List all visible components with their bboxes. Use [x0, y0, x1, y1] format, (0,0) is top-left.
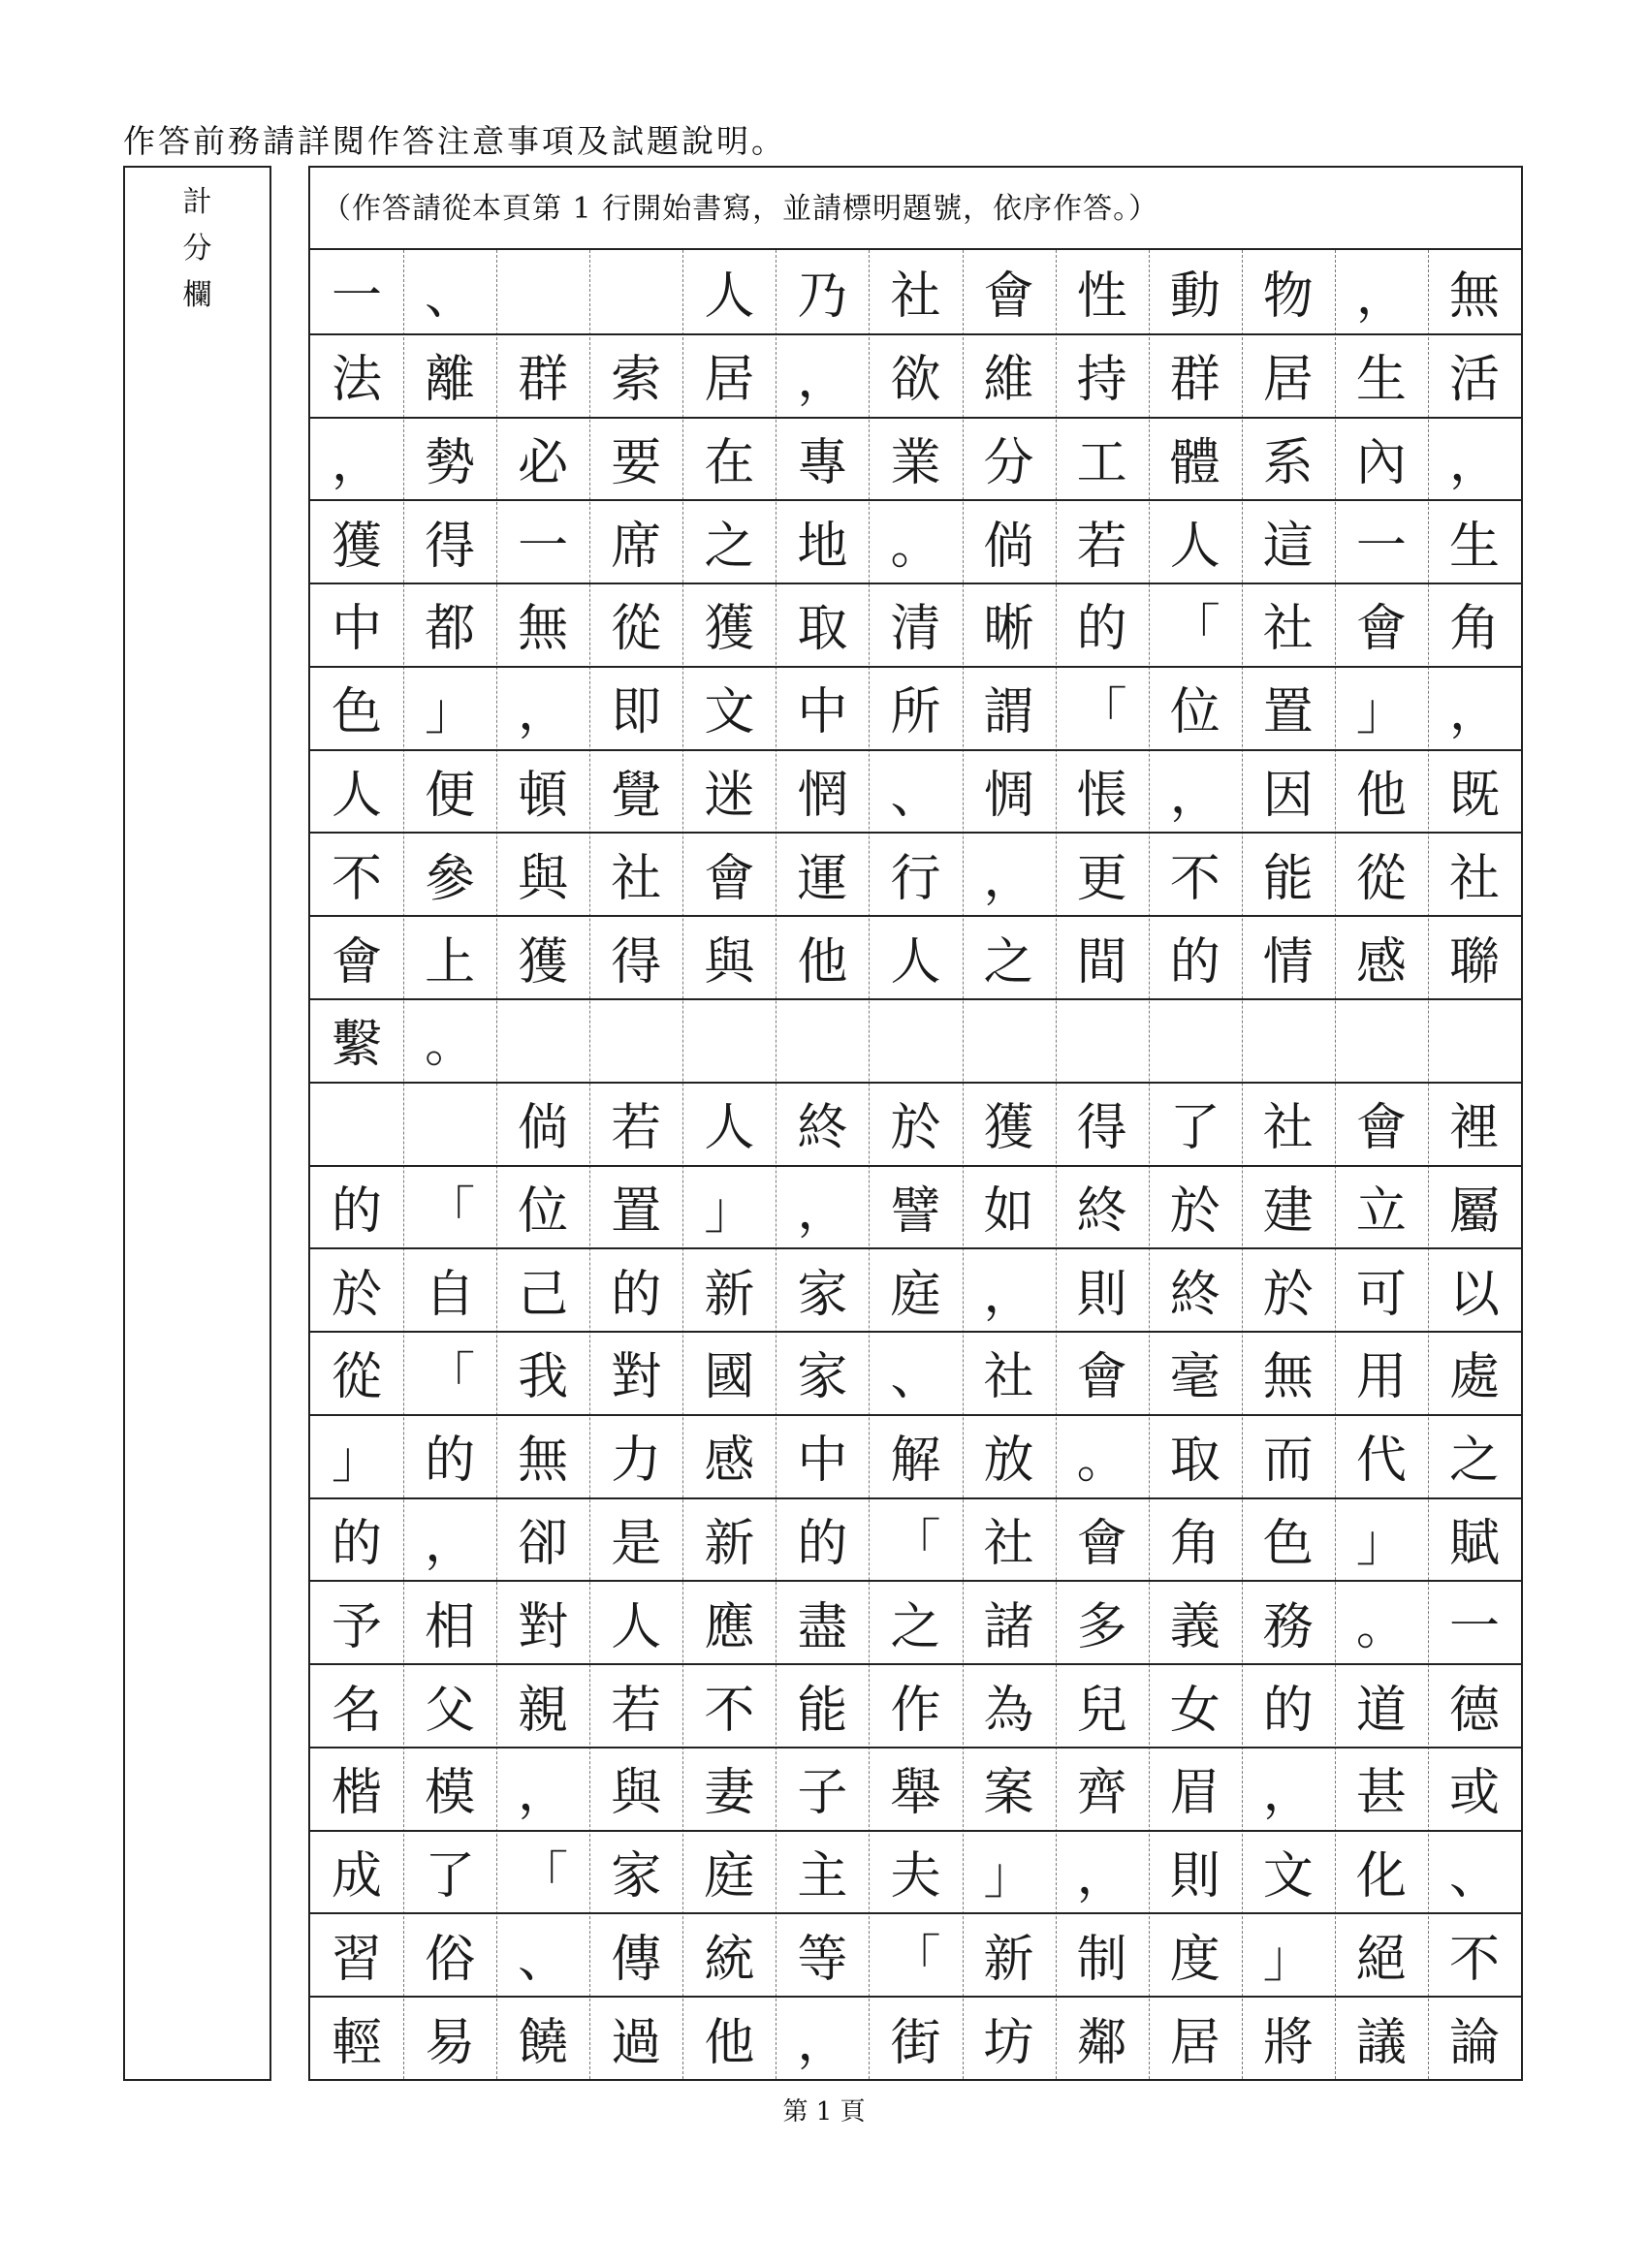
grid-cell: 因 — [1262, 767, 1314, 825]
grid-cell: 法 — [332, 351, 383, 410]
grid-cell: 「 — [1076, 683, 1127, 742]
grid-cell: 終 — [1076, 1181, 1127, 1241]
grid-cell: 絕 — [1355, 1930, 1407, 1989]
grid-cell: 」 — [704, 1181, 755, 1241]
grid-cell: 庭 — [704, 1847, 755, 1906]
grid-cell: 會 — [704, 849, 755, 908]
grid-cell: 對 — [611, 1348, 662, 1407]
grid-cell: 內 — [1355, 433, 1407, 492]
grid-cell — [496, 998, 589, 1082]
grid-cell: 社 — [611, 849, 662, 908]
grid-cell: 人 — [704, 1099, 755, 1158]
grid-cell: 於 — [1262, 1265, 1314, 1324]
grid-cell: 化 — [1355, 1847, 1407, 1906]
grid-cell: 習 — [332, 1930, 383, 1989]
grid-cell: 不 — [1448, 1930, 1500, 1989]
grid-cell: 庭 — [890, 1265, 941, 1324]
grid-cell: 傳 — [611, 1930, 662, 1989]
grid-cell — [1242, 998, 1335, 1082]
grid-cell: 惆 — [983, 767, 1034, 825]
grid-cell: 代 — [1355, 1432, 1407, 1491]
grid-cell: 諸 — [983, 1597, 1034, 1656]
grid-cell: 清 — [890, 600, 941, 659]
grid-cell: 毫 — [1169, 1348, 1220, 1407]
grid-cell: 親 — [518, 1681, 569, 1740]
grid-cell: 一 — [1355, 517, 1407, 576]
grid-cell: 終 — [1169, 1265, 1220, 1324]
grid-cell: 楷 — [332, 1764, 383, 1823]
grid-cell: 會 — [1355, 1099, 1407, 1158]
grid-cell: 可 — [1355, 1265, 1407, 1324]
grid-cell — [589, 998, 682, 1082]
grid-cell: 的 — [797, 1514, 848, 1573]
grid-cell: 惘 — [797, 767, 848, 825]
grid-cell: ， — [797, 2013, 848, 2072]
grid-cell: 子 — [797, 1764, 848, 1823]
grid-cell: 人 — [890, 932, 941, 992]
grid-cell: 於 — [890, 1099, 941, 1158]
grid-cell: 無 — [518, 1432, 569, 1491]
grid-cell: 運 — [797, 849, 848, 908]
grid-cell: 便 — [425, 767, 476, 825]
grid-cell: 論 — [1448, 2013, 1500, 2072]
grid-cell: 不 — [1169, 849, 1220, 908]
grid-cell: 工 — [1076, 433, 1127, 492]
grid-cell: 獲 — [983, 1099, 1034, 1158]
grid-cell: 能 — [797, 1681, 848, 1740]
grid-cell: 於 — [1169, 1181, 1220, 1241]
grid-cell: 」 — [983, 1847, 1034, 1906]
answer-sheet — [308, 166, 1523, 2081]
grid-cell: 色 — [1262, 1514, 1314, 1573]
grid-cell: 倘 — [518, 1099, 569, 1158]
grid-cell: 齊 — [1076, 1764, 1127, 1823]
grid-cell: 得 — [1076, 1099, 1127, 1158]
grid-cell: 都 — [425, 600, 476, 659]
grid-cell: 若 — [611, 1099, 662, 1158]
grid-cell: 「 — [890, 1930, 941, 1989]
grid-cell: 他 — [1355, 767, 1407, 825]
grid-cell: 得 — [425, 517, 476, 576]
grid-cell: 賦 — [1448, 1514, 1500, 1573]
grid-cell: 如 — [983, 1181, 1034, 1241]
grid-cell: 自 — [425, 1265, 476, 1324]
grid-cell: 於 — [332, 1265, 383, 1324]
grid-cell: 群 — [1169, 351, 1220, 410]
grid-cell: 悵 — [1076, 767, 1127, 825]
grid-cell: 情 — [1262, 932, 1314, 992]
grid-cell: 迷 — [704, 767, 755, 825]
grid-cell: 譬 — [890, 1181, 941, 1241]
grid-cell: 了 — [1169, 1099, 1220, 1158]
grid-cell: 、 — [890, 1348, 941, 1407]
grid-cell: 動 — [1169, 268, 1220, 327]
grid-cell: 無 — [518, 600, 569, 659]
grid-cell: ， — [1169, 767, 1220, 825]
grid-cell: 晰 — [983, 600, 1034, 659]
grid-cell: 欲 — [890, 351, 941, 410]
grid-cell: 不 — [704, 1681, 755, 1740]
grid-cell: 家 — [797, 1348, 848, 1407]
grid-cell: 裡 — [1448, 1099, 1500, 1158]
grid-cell: 中 — [797, 1432, 848, 1491]
grid-cell: 與 — [704, 932, 755, 992]
grid-cell: 國 — [704, 1348, 755, 1407]
grid-cell: 了 — [425, 1847, 476, 1906]
grid-cell: 生 — [1448, 517, 1500, 576]
grid-cell: 位 — [518, 1181, 569, 1241]
grid-cell: 地 — [797, 517, 848, 576]
grid-cell — [682, 998, 776, 1082]
grid-cell: 新 — [983, 1930, 1034, 1989]
grid-cell: 「 — [518, 1847, 569, 1906]
grid-cell: 角 — [1169, 1514, 1220, 1573]
grid-cell: 」 — [1355, 683, 1407, 742]
grid-cell: 之 — [1448, 1432, 1500, 1491]
grid-cell: 分 — [983, 433, 1034, 492]
grid-cell: 輕 — [332, 2013, 383, 2072]
grid-cell: 專 — [797, 433, 848, 492]
grid-cell: 家 — [797, 1265, 848, 1324]
grid-cell: 無 — [1262, 1348, 1314, 1407]
grid-cell: 人 — [611, 1597, 662, 1656]
page-number: 第 1 頁 — [782, 2097, 866, 2126]
grid-cell: 予 — [332, 1597, 383, 1656]
grid-cell: 是 — [611, 1514, 662, 1573]
score-column-label — [125, 179, 269, 319]
grid-cell: 處 — [1448, 1348, 1500, 1407]
grid-cell — [1149, 998, 1242, 1082]
grid-cell: 屬 — [1448, 1181, 1500, 1241]
grid-cell: 「 — [425, 1348, 476, 1407]
grid-cell: 取 — [797, 600, 848, 659]
grid-cell — [1335, 998, 1428, 1082]
grid-cell: 社 — [890, 268, 941, 327]
grid-cell: 眉 — [1169, 1764, 1220, 1823]
grid-cell: 一 — [332, 268, 383, 327]
grid-cell: 在 — [704, 433, 755, 492]
grid-cell: ， — [1448, 433, 1500, 492]
grid-cell: 相 — [425, 1597, 476, 1656]
grid-cell — [310, 1082, 403, 1165]
grid-cell: 舉 — [890, 1764, 941, 1823]
grid-cell: 之 — [704, 517, 755, 576]
grid-cell: 、 — [518, 1930, 569, 1989]
grid-cell: 文 — [704, 683, 755, 742]
grid-cell: 「 — [1169, 600, 1220, 659]
grid-cell: 」 — [1262, 1930, 1314, 1989]
grid-cell: 案 — [983, 1764, 1034, 1823]
grid-cell: 一 — [1448, 1597, 1500, 1656]
grid-cell: 社 — [1262, 1099, 1314, 1158]
grid-cell: 等 — [797, 1930, 848, 1989]
grid-cell: 」 — [425, 683, 476, 742]
grid-cell — [589, 250, 682, 333]
grid-cell — [963, 998, 1056, 1082]
grid-cell: 倘 — [983, 517, 1034, 576]
grid-cell: ， — [797, 351, 848, 410]
grid-cell: 一 — [518, 517, 569, 576]
grid-cell: ， — [425, 1514, 476, 1573]
grid-cell: 成 — [332, 1847, 383, 1906]
grid-cell: 他 — [797, 932, 848, 992]
grid-cell: 卻 — [518, 1514, 569, 1573]
grid-cell: 獲 — [518, 932, 569, 992]
grid-cell: 為 — [983, 1681, 1034, 1740]
grid-cell: 獲 — [332, 517, 383, 576]
grid-cell: 社 — [1262, 600, 1314, 659]
grid-cell: 文 — [1262, 1847, 1314, 1906]
grid-cell: 從 — [611, 600, 662, 659]
grid-cell: 多 — [1076, 1597, 1127, 1656]
grid-cell: 力 — [611, 1432, 662, 1491]
grid-cell: 上 — [425, 932, 476, 992]
grid-cell: 新 — [704, 1514, 755, 1573]
grid-cell: 置 — [611, 1181, 662, 1241]
grid-cell: 饒 — [518, 2013, 569, 2072]
grid-cell: 會 — [983, 268, 1034, 327]
grid-cell: 更 — [1076, 849, 1127, 908]
grid-cell: 過 — [611, 2013, 662, 2072]
grid-cell: ， — [1262, 1764, 1314, 1823]
grid-cell: 、 — [890, 767, 941, 825]
grid-cell: 。 — [1076, 1432, 1127, 1491]
grid-cell: 的 — [332, 1181, 383, 1241]
grid-cell: ， — [518, 683, 569, 742]
grid-cell: 席 — [611, 517, 662, 576]
grid-cell: 中 — [797, 683, 848, 742]
grid-cell: 與 — [611, 1764, 662, 1823]
grid-cell: 的 — [1262, 1681, 1314, 1740]
grid-cell — [1056, 998, 1149, 1082]
grid-cell — [869, 998, 962, 1082]
grid-cell — [403, 1082, 496, 1165]
grid-cell: ， — [332, 433, 383, 492]
grid-cell: 社 — [983, 1514, 1034, 1573]
grid-cell: 從 — [332, 1348, 383, 1407]
grid-cell: 角 — [1448, 600, 1500, 659]
grid-cell: 對 — [518, 1597, 569, 1656]
grid-cell: 生 — [1355, 351, 1407, 410]
grid-cell: 的 — [332, 1514, 383, 1573]
grid-cell: 能 — [1262, 849, 1314, 908]
grid-cell: 無 — [1448, 268, 1500, 327]
grid-cell: 群 — [518, 351, 569, 410]
grid-cell: 的 — [611, 1265, 662, 1324]
grid-cell: 兒 — [1076, 1681, 1127, 1740]
grid-cell: 中 — [332, 600, 383, 659]
grid-cell: 即 — [611, 683, 662, 742]
grid-cell: 會 — [1355, 600, 1407, 659]
grid-cell: 居 — [1262, 351, 1314, 410]
grid-cell: 街 — [890, 2013, 941, 2072]
grid-cell: 。 — [1355, 1597, 1407, 1656]
score-column — [123, 166, 271, 2081]
grid-cell: 持 — [1076, 351, 1127, 410]
grid-cell: 行 — [890, 849, 941, 908]
grid-cell: 制 — [1076, 1930, 1127, 1989]
grid-cell: 會 — [1076, 1348, 1127, 1407]
grid-cell: 感 — [704, 1432, 755, 1491]
grid-cell: 。 — [890, 517, 941, 576]
grid-cell: 這 — [1262, 517, 1314, 576]
grid-cell: 必 — [518, 433, 569, 492]
grid-cell: 要 — [611, 433, 662, 492]
grid-cell: 居 — [1169, 2013, 1220, 2072]
grid-cell: 妻 — [704, 1764, 755, 1823]
grid-cell: 則 — [1169, 1847, 1220, 1906]
grid-cell: 則 — [1076, 1265, 1127, 1324]
grid-cell: 應 — [704, 1597, 755, 1656]
grid-cell: 所 — [890, 683, 941, 742]
grid-cell: ， — [1355, 268, 1407, 327]
grid-cell: 俗 — [425, 1930, 476, 1989]
answer-grid — [310, 250, 1521, 2079]
grid-cell: 聯 — [1448, 932, 1500, 992]
grid-cell: 會 — [332, 932, 383, 992]
grid-cell: 終 — [797, 1099, 848, 1158]
grid-cell: 勢 — [425, 433, 476, 492]
grid-cell: 盡 — [797, 1597, 848, 1656]
grid-cell: 父 — [425, 1681, 476, 1740]
grid-cell: 與 — [518, 849, 569, 908]
grid-cell: 若 — [611, 1681, 662, 1740]
grid-cell: 作 — [890, 1681, 941, 1740]
grid-cell: 易 — [425, 2013, 476, 2072]
grid-cell: 務 — [1262, 1597, 1314, 1656]
grid-cell: 德 — [1448, 1681, 1500, 1740]
grid-cell: 社 — [1448, 849, 1500, 908]
grid-cell: 我 — [518, 1348, 569, 1407]
grid-cell: ， — [1076, 1847, 1127, 1906]
grid-cell: 頓 — [518, 767, 569, 825]
grid-cell: 繫 — [332, 1016, 383, 1075]
grid-cell: 人 — [1169, 517, 1220, 576]
grid-cell: 用 — [1355, 1348, 1407, 1407]
grid-cell: 的 — [425, 1432, 476, 1491]
grid-cell: 立 — [1355, 1181, 1407, 1241]
grid-cell: 、 — [425, 268, 476, 327]
grid-cell: 物 — [1262, 268, 1314, 327]
grid-cell: 將 — [1262, 2013, 1314, 2072]
grid-cell: 得 — [611, 932, 662, 992]
grid-cell: 若 — [1076, 517, 1127, 576]
grid-cell: 。 — [425, 1016, 476, 1075]
grid-cell: 名 — [332, 1681, 383, 1740]
grid-cell: 而 — [1262, 1432, 1314, 1491]
grid-cell: 乃 — [797, 268, 848, 327]
grid-cell: 他 — [704, 2013, 755, 2072]
grid-cell: 之 — [983, 932, 1034, 992]
grid-cell — [1428, 998, 1521, 1082]
grid-cell: 離 — [425, 351, 476, 410]
grid-cell: 」 — [332, 1432, 383, 1491]
grid-cell: 統 — [704, 1930, 755, 1989]
grid-cell: 新 — [704, 1265, 755, 1324]
grid-cell: 性 — [1076, 268, 1127, 327]
grid-cell: 索 — [611, 351, 662, 410]
grid-cell: 活 — [1448, 351, 1500, 410]
grid-cell: 主 — [797, 1847, 848, 1906]
grid-cell: 謂 — [983, 683, 1034, 742]
score-label-char: 計 — [182, 185, 212, 219]
grid-cell: 解 — [890, 1432, 941, 1491]
grid-cell: ， — [983, 849, 1034, 908]
grid-cell: 社 — [983, 1348, 1034, 1407]
grid-cell: 業 — [890, 433, 941, 492]
grid-cell: 或 — [1448, 1764, 1500, 1823]
writing-instruction: （作答請從本頁第 1 行開始書寫，並請標明題號，依序作答。） — [310, 168, 1521, 250]
grid-cell: 道 — [1355, 1681, 1407, 1740]
grid-cell: 坊 — [983, 2013, 1034, 2072]
grid-cell: 間 — [1076, 932, 1127, 992]
grid-cell: 夫 — [890, 1847, 941, 1906]
grid-cell: 人 — [704, 268, 755, 327]
score-label-char: 欄 — [182, 278, 212, 312]
grid-cell: 既 — [1448, 767, 1500, 825]
grid-cell: 取 — [1169, 1432, 1220, 1491]
grid-cell: 居 — [704, 351, 755, 410]
grid-cell: ， — [797, 1181, 848, 1241]
grid-cell: 「 — [890, 1514, 941, 1573]
grid-cell: 參 — [425, 849, 476, 908]
grid-cell: 女 — [1169, 1681, 1220, 1740]
grid-cell: 義 — [1169, 1597, 1220, 1656]
grid-cell: 置 — [1262, 683, 1314, 742]
grid-cell: 家 — [611, 1847, 662, 1906]
top-instruction-note: 作答前務請詳閱作答注意事項及試題說明。 — [123, 122, 786, 160]
grid-cell: 的 — [1076, 600, 1127, 659]
grid-cell — [496, 250, 589, 333]
grid-cell: 從 — [1355, 849, 1407, 908]
grid-cell: 的 — [1169, 932, 1220, 992]
grid-cell: 感 — [1355, 932, 1407, 992]
grid-cell: ， — [1448, 683, 1500, 742]
grid-cell: 體 — [1169, 433, 1220, 492]
grid-cell: 位 — [1169, 683, 1220, 742]
grid-cell: 人 — [332, 767, 383, 825]
grid-cell — [776, 998, 869, 1082]
grid-cell: 會 — [1076, 1514, 1127, 1573]
score-label-char: 分 — [182, 232, 212, 266]
grid-cell: 「 — [425, 1181, 476, 1241]
grid-cell: 、 — [1448, 1847, 1500, 1906]
grid-cell: 維 — [983, 351, 1034, 410]
grid-cell: 不 — [332, 849, 383, 908]
grid-cell: 之 — [890, 1597, 941, 1656]
grid-cell: 度 — [1169, 1930, 1220, 1989]
grid-cell: 以 — [1448, 1265, 1500, 1324]
grid-cell: 色 — [332, 683, 383, 742]
grid-cell: 放 — [983, 1432, 1034, 1491]
grid-cell: 鄰 — [1076, 2013, 1127, 2072]
grid-cell: 甚 — [1355, 1764, 1407, 1823]
grid-cell: 建 — [1262, 1181, 1314, 1241]
grid-cell: ， — [518, 1764, 569, 1823]
grid-cell: 獲 — [704, 600, 755, 659]
grid-cell: 己 — [518, 1265, 569, 1324]
grid-cell: 議 — [1355, 2013, 1407, 2072]
grid-cell: 模 — [425, 1764, 476, 1823]
grid-cell: 系 — [1262, 433, 1314, 492]
grid-cell: 覺 — [611, 767, 662, 825]
grid-cell: ， — [983, 1265, 1034, 1324]
grid-cell: 」 — [1355, 1514, 1407, 1573]
